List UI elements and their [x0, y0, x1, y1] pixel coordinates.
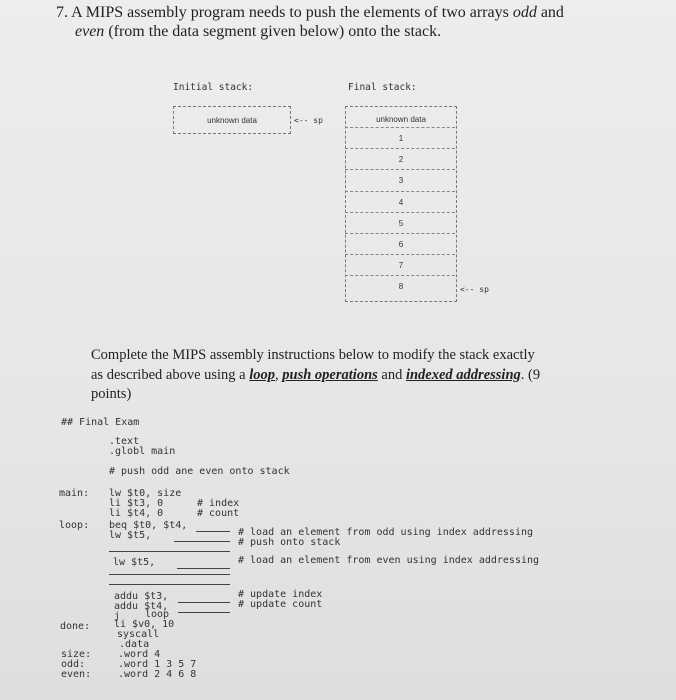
instr-indexed: indexed addressing [405, 367, 521, 383]
question-line-2 [75, 23, 441, 41]
question-number: 7. [56, 4, 68, 21]
even-label: even: [61, 669, 92, 680]
odd-value: .word 1 3 5 7 [118, 659, 197, 670]
instr-and: and [381, 367, 403, 383]
final-stack-divider [345, 254, 455, 255]
final-stack-divider [345, 169, 455, 170]
blank-push-3 [109, 584, 230, 585]
initial-unknown: unknown data [207, 116, 257, 125]
blank-lw-odd [174, 541, 230, 542]
final-unknown: unknown data [376, 115, 426, 124]
done-instr-2: syscall [117, 629, 160, 640]
instr-comma: , [275, 367, 279, 383]
instructions-line-1: Complete the MIPS assembly instructions below to modify the stack exactly [91, 347, 535, 363]
final-stack-divider [345, 275, 455, 276]
loop-label: loop: [59, 520, 90, 531]
final-stack-divider [345, 148, 455, 149]
code-globl: .globl main [109, 446, 176, 457]
final-stack-divider [345, 191, 455, 192]
addu-2-comment: # update count [238, 599, 323, 610]
main-instr-1: lw $t0, size [109, 488, 182, 499]
final-stack-divider [345, 233, 455, 234]
initial-sp-arrow: <-- sp [294, 116, 323, 125]
done-instr-1: li $v0, 10 [114, 619, 175, 630]
addu-1: addu $t3, [114, 591, 169, 602]
final-stack-divider [345, 127, 455, 128]
final-stack-cell: 3 [398, 176, 404, 186]
instr-points-a: . (9 [520, 367, 541, 383]
blank-addu-2 [178, 612, 230, 613]
question-even: even [75, 23, 105, 40]
blank-addu-1 [178, 602, 230, 603]
main-instr-3: li $t4, 0 [109, 508, 164, 519]
instr-text-a: as described above using a [91, 367, 246, 383]
final-stack-cell: 8 [398, 282, 404, 292]
final-stack-cell: 5 [398, 218, 404, 228]
addu-2: addu $t4, [114, 601, 169, 612]
addu-1-comment: # update index [238, 589, 323, 600]
data-directive: .data [119, 639, 150, 650]
question-text-a: A MIPS assembly program needs to push the elements of two arrays [71, 4, 509, 21]
final-stack-cell: 1 [398, 134, 404, 143]
final-stack-cell: 6 [398, 240, 404, 249]
done-label: done: [60, 621, 91, 632]
main-comment-3: # count [197, 508, 240, 519]
final-stack-cell: 4 [398, 197, 404, 207]
blank-push-1 [109, 551, 230, 552]
instr-push-ops: push operations [282, 367, 378, 383]
loop-instr-1: beq $t0, $t4, [109, 520, 188, 531]
even-comment: # load an element from even using index addressing [238, 555, 540, 566]
final-sp-arrow: <-- sp [460, 285, 489, 294]
instructions-line-3: points) [91, 386, 132, 402]
odd-label: odd: [61, 659, 86, 670]
instr-loop: loop [249, 367, 276, 383]
initial-stack-title: Initial stack: [173, 82, 254, 93]
final-stack-cell: 7 [398, 261, 404, 271]
question-line-1 [56, 4, 564, 22]
jump-target: loop [145, 609, 170, 620]
main-instr-2: li $t3, 0 [109, 498, 164, 509]
code-text-directive: .text [109, 436, 140, 447]
even-lw-instr: lw $t5, [113, 557, 156, 568]
question-text-b: (from the data segment given below) onto the stack. [108, 23, 442, 40]
question-and: and [540, 4, 564, 21]
main-comment-2: # index [197, 498, 240, 509]
code-push-comment: # push odd ane even onto stack [109, 466, 290, 477]
loop-comment-2: # load an element from odd using index addressing [238, 527, 534, 538]
question-odd: odd [512, 4, 537, 21]
size-label: size: [61, 649, 92, 660]
loop-instr-2: lw $t5, [109, 530, 152, 541]
blank-push-2 [109, 574, 230, 575]
final-stack-title: Final stack: [348, 82, 417, 93]
blank-beq-target [196, 531, 230, 532]
size-value: .word 4 [118, 649, 161, 660]
jump-instr: j [114, 611, 121, 622]
code-header: ## Final Exam [61, 417, 140, 428]
blank-lw-even [177, 568, 230, 569]
even-value: .word 2 4 6 8 [118, 669, 197, 680]
instructions-line-2 [91, 367, 540, 384]
main-label: main: [59, 488, 90, 499]
final-stack-divider [345, 212, 455, 213]
final-stack-cell: 2 [398, 155, 404, 165]
loop-comment-3: # push onto stack [238, 537, 341, 548]
